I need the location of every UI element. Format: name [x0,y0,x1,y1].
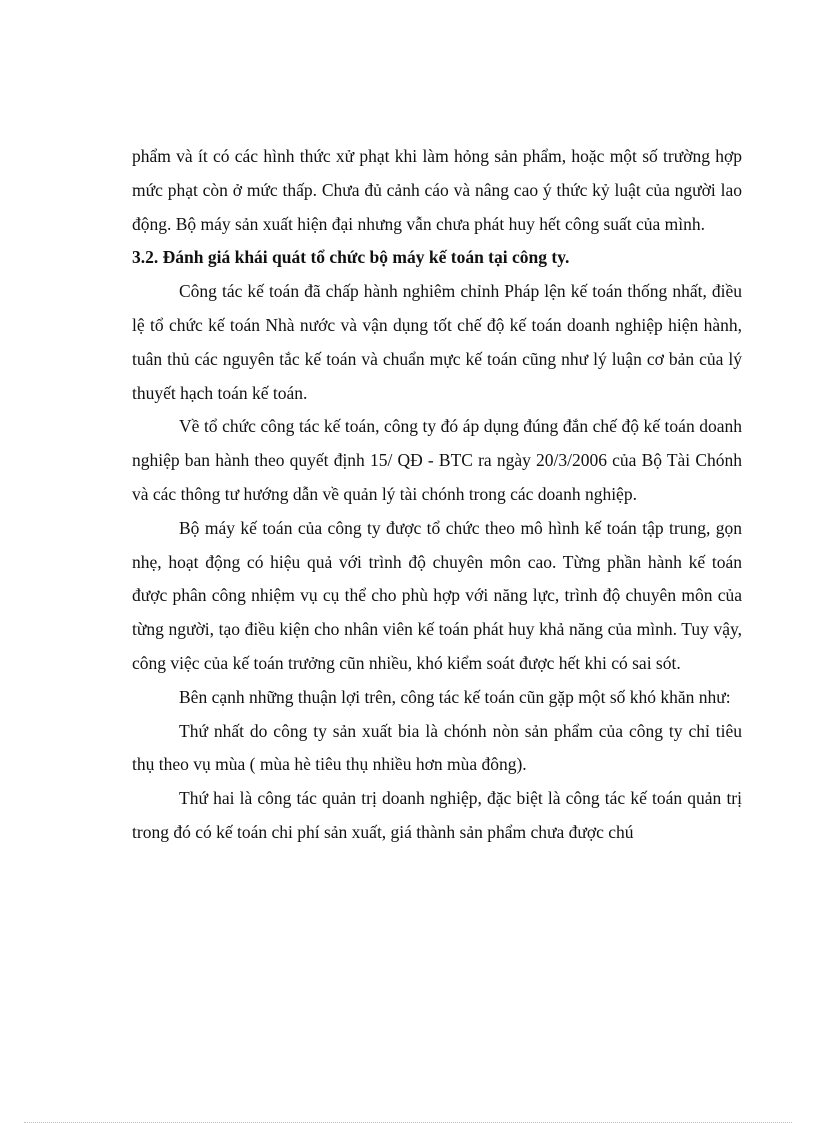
paragraph-organization: Về tổ chức công tác kế toán, công ty đó áp dụng đúng đắn chế độ kế toán doanh nghiệp ban hành theo quyết định 15/ QĐ - BTC ra ngày 20/3/2006 của Bộ Tài Chónh và các thông tư hướng dẫn về quản lý tài chónh trong các doanh nghiệp. [132,416,742,504]
paragraph-compliance: Công tác kế toán đã chấp hành nghiêm chỉnh Pháp lện kế toán thống nhất, điều lệ tổ chức kế toán Nhà nước và vận dụng tốt chế độ kế toán doanh nghiệp hiện hành, tuân thủ các nguyên tắc kế toán và chuẩn mực kế toán cũng như lý luận cơ bản của lý thuyết hạch toán kế toán. [132,281,742,403]
paragraph-first-difficulty: Thứ nhất do công ty sản xuất bia là chónh nòn sản phẩm của công ty chỉ tiêu thụ theo vụ mùa ( mùa hè tiêu thụ nhiều hơn mùa đông). [132,720,742,775]
section-heading: 3.2. Đánh giá khái quát tổ chức bộ máy kế toán tại công ty. [132,247,570,268]
paragraph-accounting-apparatus: Bộ máy kế toán của công ty được tổ chức theo mô hình kế toán tập trung, gọn nhẹ, hoạt động có hiệu quả với trình độ chuyên môn cao. Từng phần hành kế toán được phân công nhiệm vụ cụ thể cho phù hợp với năng lực, trình độ chuyên môn của từng người, tạo điều kiện cho nhân viên kế toán phát huy khả năng của mình. Tuy vậy, công việc của kế toán trưởng cũn nhiều, khó kiểm soát được hết khi có sai sót. [132,517,742,673]
paragraph-difficulties-intro: Bên cạnh những thuận lợi trên, công tác kế toán cũn gặp một số khó khăn như: [179,686,731,707]
document-body [132,140,742,850]
paragraph-continuation: phẩm và ít có các hình thức xử phạt khi làm hỏng sản phẩm, hoặc một số trường hợp mức phạt còn ở mức thấp. Chưa đủ cảnh cáo và nâng cao ý thức kỷ luật của người lao động. Bộ máy sản xuất hiện đại nhưng vẫn chưa phát huy hết công suất của mình. [132,146,742,234]
paragraph-second-difficulty: Thứ hai là công tác quản trị doanh nghiệp, đặc biệt là công tác kế toán quản trị trong đó có kế toán chi phí sản xuất, giá thành sản phẩm chưa được chú [132,788,742,842]
